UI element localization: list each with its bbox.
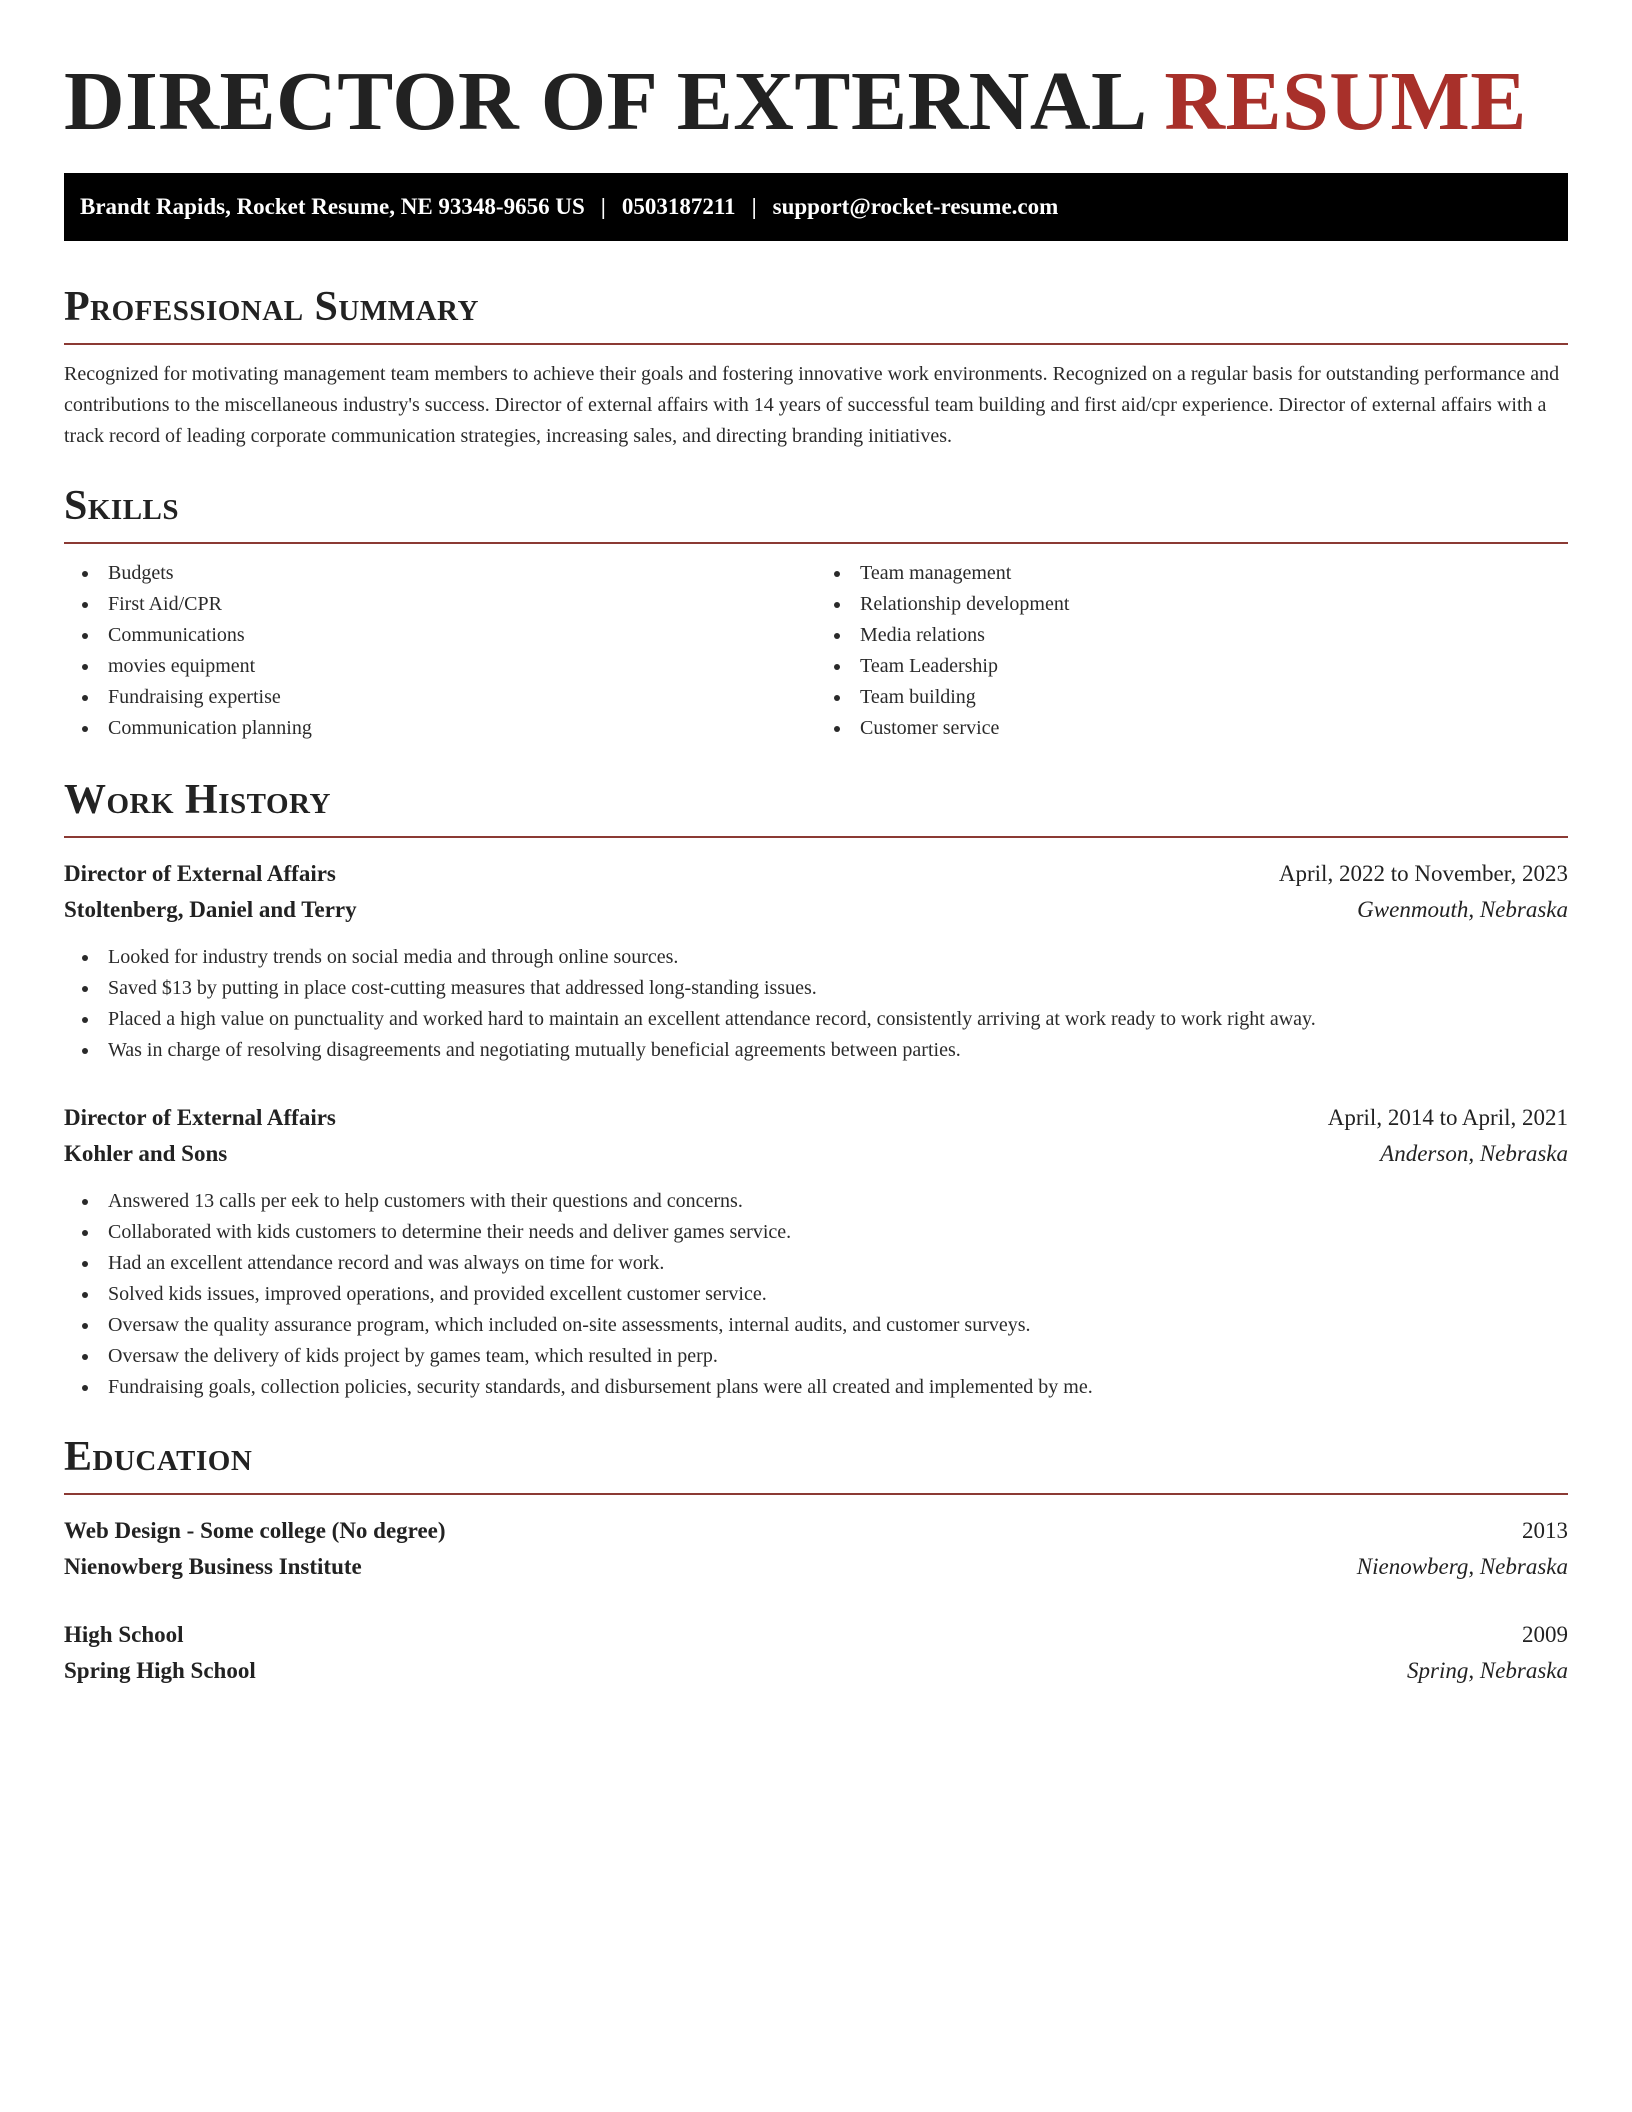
skill-item: First Aid/CPR — [108, 589, 816, 620]
job-bullet: Oversaw the delivery of kids project by games team, which resulted in perp. — [108, 1341, 1568, 1372]
education-school: Nienowberg Business Institute — [64, 1554, 362, 1579]
title-accent: RESUME — [1164, 55, 1527, 148]
section-heading-work: Work History — [64, 777, 331, 823]
job-entry — [64, 856, 1568, 1066]
contact-bar — [64, 173, 1568, 241]
education-location: Spring, Nebraska — [1407, 1658, 1568, 1683]
skill-item: Communications — [108, 620, 816, 651]
contact-email: support@rocket-resume.com — [772, 194, 1059, 219]
job-title: Director of External Affairs — [64, 1105, 336, 1130]
skill-item: movies equipment — [108, 651, 816, 682]
contact-address: Brandt Rapids, Rocket Resume, NE 93348-9656 US — [80, 194, 585, 219]
job-bullet: Fundraising goals, collection policies, security standards, and disbursement plans were all created and implemented by me. — [108, 1372, 1568, 1403]
skill-item: Team management — [860, 558, 1568, 589]
skill-item: Team Leadership — [860, 651, 1568, 682]
skill-item: Budgets — [108, 558, 816, 589]
skills-column-right — [816, 558, 1568, 744]
skill-item: Fundraising expertise — [108, 682, 816, 713]
job-dates: April, 2014 to April, 2021 — [1327, 1105, 1568, 1130]
job-location: Anderson, Nebraska — [1380, 1141, 1568, 1166]
job-bullet: Had an excellent attendance record and was always on time for work. — [108, 1248, 1568, 1279]
job-title: Director of External Affairs — [64, 861, 336, 886]
skill-item: Relationship development — [860, 589, 1568, 620]
contact-separator: | — [600, 194, 606, 219]
skills-grid — [64, 558, 1568, 744]
section-heading-skills: Skills — [64, 483, 180, 529]
job-bullet: Oversaw the quality assurance program, which included on-site assessments, internal audits, and customer surveys. — [108, 1310, 1568, 1341]
job-bullet: Looked for industry trends on social media and through online sources. — [108, 942, 1568, 973]
section-heading-education: Education — [64, 1434, 253, 1480]
resume-title — [64, 52, 1568, 152]
job-bullet: Was in charge of resolving disagreements and negotiating mutually beneficial agreements between parties. — [108, 1035, 1568, 1066]
job-company: Stoltenberg, Daniel and Terry — [64, 897, 357, 922]
section-divider — [64, 1493, 1568, 1495]
job-bullet: Placed a high value on punctuality and worked hard to maintain an excellent attendance record, consistently arriving at work ready to work right away. — [108, 1004, 1568, 1035]
education-school: Spring High School — [64, 1658, 256, 1683]
professional-summary-section — [64, 281, 1568, 452]
contact-phone: 0503187211 — [621, 194, 736, 219]
education-degree-row — [64, 1617, 1568, 1653]
job-header-row — [64, 1100, 1568, 1136]
contact-separator: | — [751, 194, 757, 219]
title-main: DIRECTOR OF EXTERNAL — [64, 55, 1143, 148]
section-divider — [64, 836, 1568, 838]
education-degree: High School — [64, 1622, 184, 1647]
skill-item: Communication planning — [108, 713, 816, 744]
skills-column-left — [64, 558, 816, 744]
skill-item: Team building — [860, 682, 1568, 713]
job-location: Gwenmouth, Nebraska — [1357, 897, 1568, 922]
education-entry — [64, 1513, 1568, 1585]
education-entry — [64, 1617, 1568, 1689]
education-year: 2009 — [1522, 1622, 1568, 1647]
job-bullet: Collaborated with kids customers to determine their needs and deliver games service. — [108, 1217, 1568, 1248]
education-school-row — [64, 1549, 1568, 1585]
section-heading-summary: Professional Summary — [64, 284, 479, 330]
summary-text: Recognized for motivating management team members to achieve their goals and fostering innovative work environments. Recognized on a regular basis for outstanding performance and contributions to the miscellaneous industry's success. Director of external affairs with 14 years of successful team building and first aid/cpr experience. Director of external affairs with a track record of leading corporate communication strategies, increasing sales, and directing branding initiatives. — [64, 363, 1560, 447]
job-header-row — [64, 856, 1568, 892]
job-bullets — [64, 942, 1568, 1066]
job-dates: April, 2022 to November, 2023 — [1278, 861, 1568, 886]
education-location: Nienowberg, Nebraska — [1356, 1554, 1568, 1579]
job-company-row — [64, 1136, 1568, 1172]
section-divider — [64, 343, 1568, 345]
skill-item: Customer service — [860, 713, 1568, 744]
education-degree: Web Design - Some college (No degree) — [64, 1518, 446, 1543]
education-year: 2013 — [1522, 1518, 1568, 1543]
job-company: Kohler and Sons — [64, 1141, 228, 1166]
job-entry — [64, 1100, 1568, 1403]
job-company-row — [64, 892, 1568, 928]
education-school-row — [64, 1653, 1568, 1689]
work-history-section — [64, 774, 1568, 1403]
education-section — [64, 1431, 1568, 1689]
section-divider — [64, 542, 1568, 544]
job-bullet: Solved kids issues, improved operations, and provided excellent customer service. — [108, 1279, 1568, 1310]
job-bullets — [64, 1186, 1568, 1403]
job-bullet: Saved $13 by putting in place cost-cutting measures that addressed long-standing issues. — [108, 973, 1568, 1004]
job-bullet: Answered 13 calls per eek to help customers with their questions and concerns. — [108, 1186, 1568, 1217]
skills-section — [64, 480, 1568, 744]
skill-item: Media relations — [860, 620, 1568, 651]
education-degree-row — [64, 1513, 1568, 1549]
